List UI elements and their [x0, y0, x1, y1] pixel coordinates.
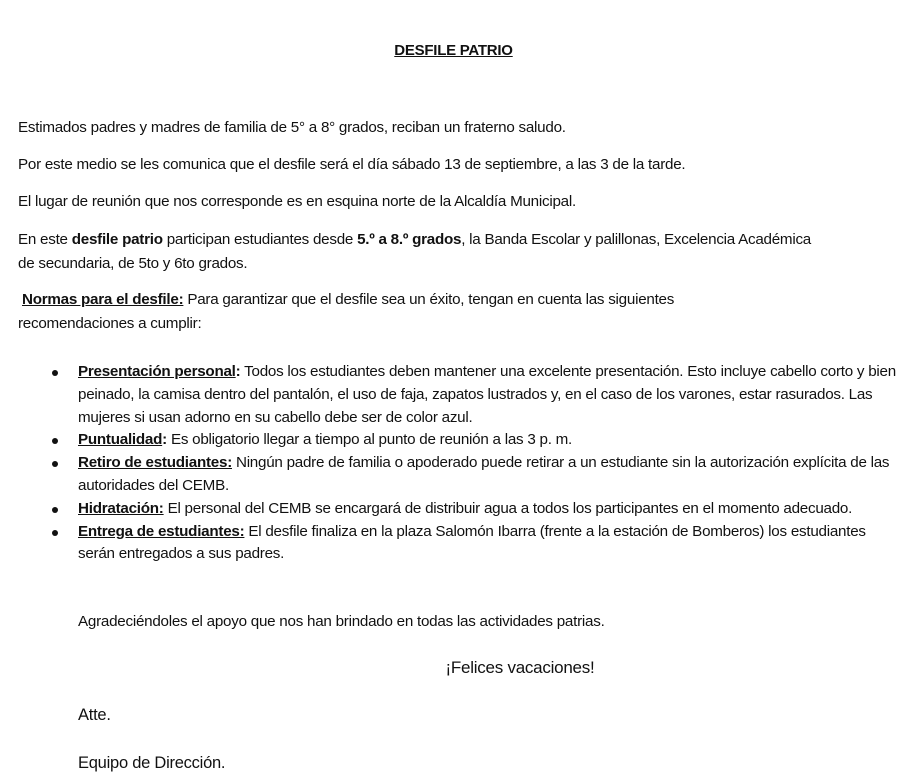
list-item: [78, 498, 898, 521]
list-item: [78, 361, 898, 429]
bullet-icon: [52, 507, 58, 513]
list-item: [78, 521, 898, 567]
rule-text: Todos los estudiantes deben mantener una excelente presentación. Esto incluye cabello corto y bien peinado, la camisa dentro del pantalón, el uso de faja, zapatos lustrados y, en el caso de los varones, estar rasurados. Las mujeres si usan adorno en su cabello debe ser de color azul.: [78, 363, 896, 426]
bullet-icon: [52, 370, 58, 376]
rule-text: Es obligatorio llegar a tiempo al punto de reunión a las 3 p. m.: [166, 431, 573, 449]
rule-label: Presentación personal: [78, 363, 236, 380]
text: , la Banda Escolar y palillonas, Excelencia Académica de secundaria, de 5to y 6to grados.: [18, 231, 811, 272]
rule-text: El desfile finaliza en la plaza Salomón Ibarra (frente a la estación de Bomberos) los estudiantes serán entregados a sus padres.: [78, 522, 866, 563]
text: participan estudiantes desde: [162, 231, 358, 248]
colon: :: [162, 431, 167, 449]
bold-text: desfile patrio: [71, 231, 163, 248]
announcement-paragraph: Por este medio se les comunica que el desfile será el día sábado 13 de septiembre, a las 3 de la tarde.: [18, 156, 686, 173]
thanks-paragraph: Agradeciéndoles el apoyo que nos han brindado en todas las actividades patrias.: [78, 613, 605, 630]
rules-list: [78, 361, 898, 566]
signoff-text: Atte.: [78, 706, 111, 724]
text: En este: [18, 231, 72, 248]
document-title: DESFILE PATRIO: [394, 42, 513, 59]
colon: :: [235, 363, 241, 380]
rule-text: El personal del CEMB se encargará de distribuir agua a todos los participantes en el momento adecuado.: [163, 499, 853, 517]
bullet-icon: [52, 530, 58, 536]
norms-text: Para garantizar que el desfile sea un éxito, tengan en cuenta las siguientes recomendaciones a cumplir:: [18, 291, 675, 332]
norms-paragraph: [18, 288, 778, 335]
rule-label: Puntualidad: [78, 431, 163, 449]
greeting-paragraph: Estimados padres y madres de familia de 5° a 8° grados, reciban un fraterno saludo.: [18, 119, 566, 136]
meeting-place-paragraph: El lugar de reunión que nos corresponde es en esquina norte de la Alcaldía Municipal.: [18, 193, 576, 210]
bold-text: 5.º a 8.º grados: [357, 231, 462, 248]
closing-text: ¡Felices vacaciones!: [445, 658, 595, 677]
rule-text: Ningún padre de familia o apoderado puede retirar a un estudiante sin la autorización explícita de las autoridades del CEMB.: [78, 454, 890, 494]
bullet-icon: [52, 461, 58, 467]
participants-paragraph: [18, 228, 828, 275]
list-item: [78, 429, 898, 452]
signature-text: Equipo de Dirección.: [78, 754, 226, 772]
norms-label: Normas para el desfile:: [22, 291, 184, 308]
rule-label: Entrega de estudiantes:: [78, 522, 245, 540]
rule-label: Hidratación:: [78, 499, 164, 517]
list-item: [78, 452, 898, 498]
rule-label: Retiro de estudiantes:: [78, 454, 232, 472]
bullet-icon: [52, 438, 58, 444]
